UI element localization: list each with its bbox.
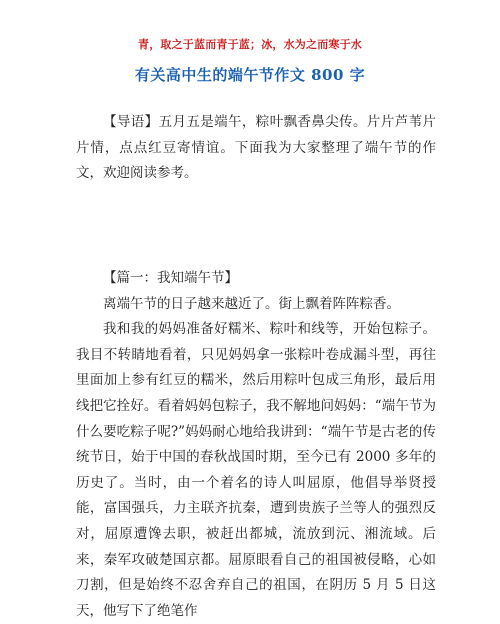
page-title: 有关高中生的端午节作文 800 字: [134, 66, 366, 84]
intro-block: [76, 110, 436, 187]
section-title: 【篇一：我知端午节】: [103, 270, 238, 286]
section-one: [76, 266, 436, 624]
intro-paragraph: 【导语】五月五是端午，粽叶飘香鼻尖传。片片芦苇片片情，点点红豆寄情谊。下面我为大家整理了端午节的作文，欢迎阅读参考。: [76, 114, 436, 181]
section-paragraph-1: 离端午节的日子越来越近了。街上飘着阵阵粽香。: [103, 295, 400, 312]
page-motto: 青，取之于蓝而青于蓝；冰，水为之而寒于水: [138, 38, 362, 51]
section-paragraph-2: 我和我的妈妈准备好糯米、粽叶和线等，开始包粽子。我目不转睛地看着，只见妈妈拿一张粽叶卷成漏斗型，再往里面加上参有红豆的糯米，然后用粽叶包成三角形，最后用线把它拴好。看着妈妈包粽子，我不解地问妈妈：“端午节为什么要吃粽子呢?”妈妈耐心地给我讲到：“端午节是古老的传统节日，始于中国的春秋战国时期，至今已有 2000 多年的历史了。当时，由一个着名的诗人叫屈原，他倡导举贤授能，富国强兵，力主联齐抗秦，遭到贵族子兰等人的强烈反对，屈原遭馋去职，被赶出都城，流放到沅、湘流域。后来，秦军攻破楚国京都。屈原眼看自己的祖国被侵略，心如刀割，但是始终不忍舍弃自己的祖国，在阴历 5 月 5 日这天，他写下了绝笔作: [76, 321, 436, 619]
